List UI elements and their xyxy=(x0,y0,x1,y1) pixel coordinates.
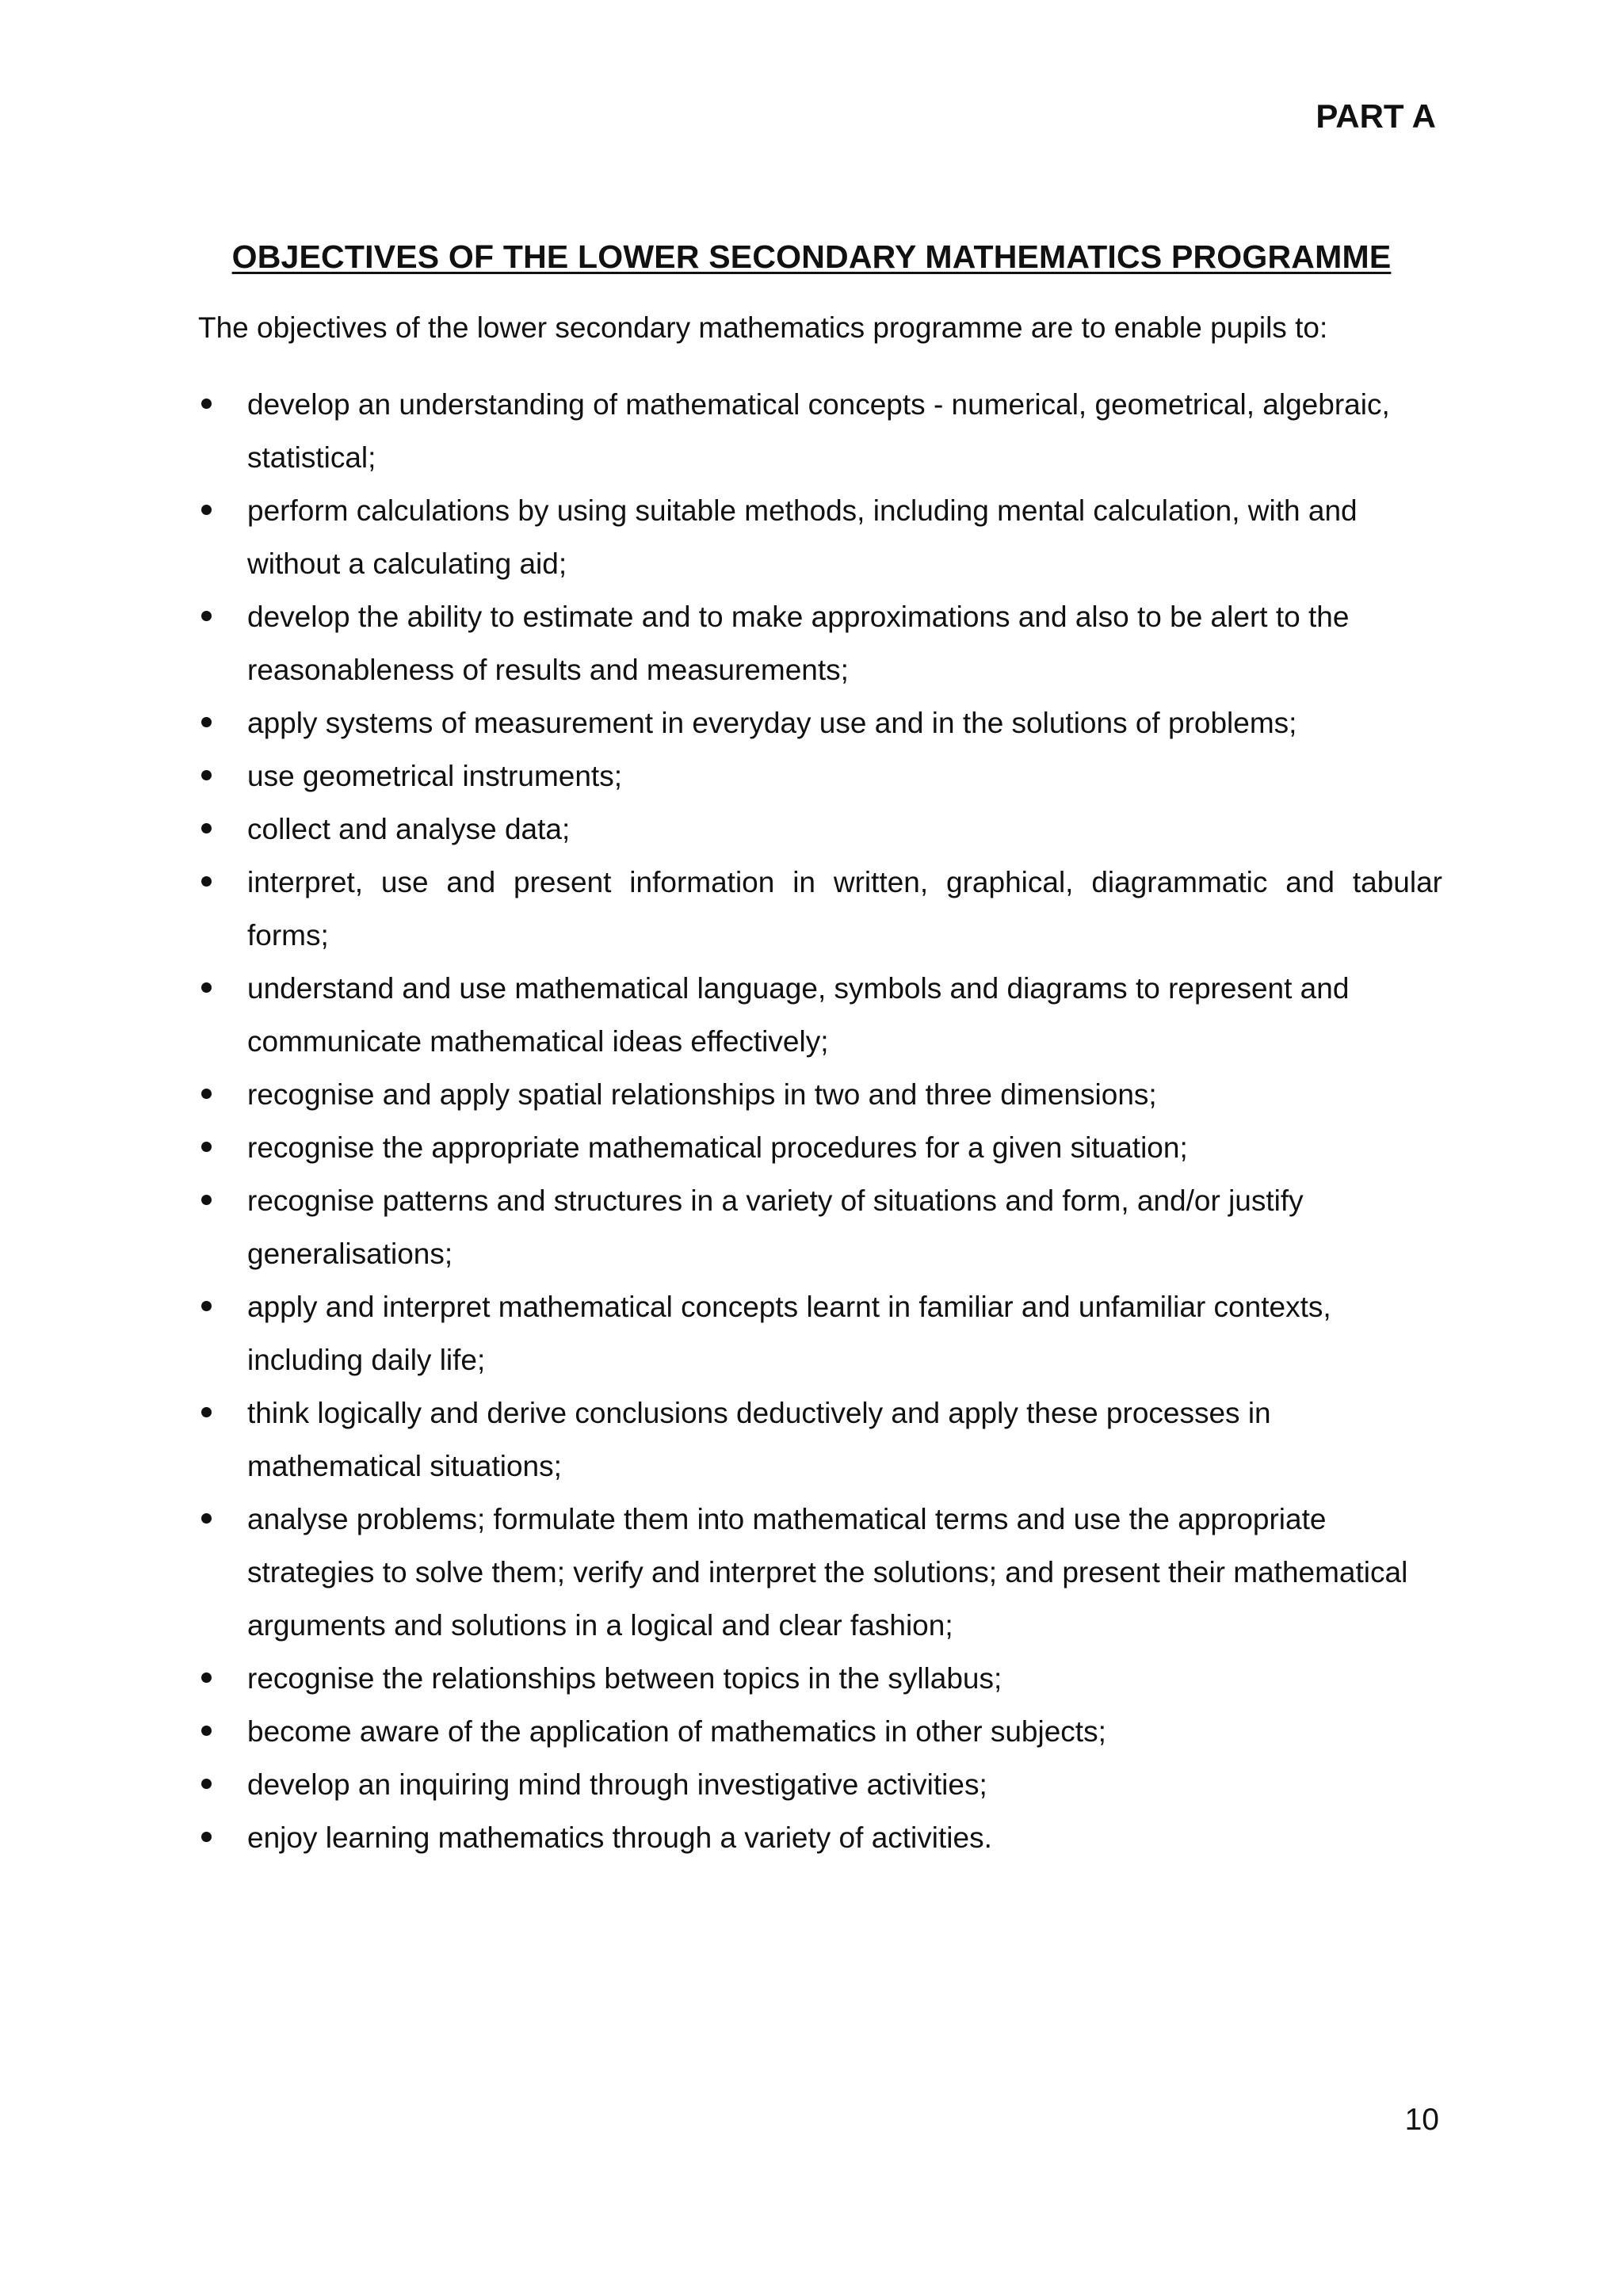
list-item: apply and interpret mathematical concepts learnt in familiar and unfamiliar contexts, including daily life; xyxy=(198,1280,1442,1386)
list-item: recognise patterns and structures in a variety of situations and form, and/or justify generalisations; xyxy=(198,1174,1442,1280)
list-item: perform calculations by using suitable methods, including mental calculation, with and without a calculating aid; xyxy=(198,484,1442,590)
bullet-icon xyxy=(201,611,212,621)
list-item: recognise the appropriate mathematical procedures for a given situation; xyxy=(198,1121,1442,1174)
list-item: think logically and derive conclusions deductively and apply these processes in mathematical situations; xyxy=(198,1386,1442,1493)
list-item: understand and use mathematical language, symbols and diagrams to represent and communicate mathematical ideas effectively; xyxy=(198,962,1442,1068)
list-item: apply systems of measurement in everyday use and in the solutions of problems; xyxy=(198,696,1442,749)
bullet-icon xyxy=(201,823,212,833)
list-item: develop the ability to estimate and to make approximations and also to be alert to the reasonableness of results and measurements; xyxy=(198,590,1442,696)
bullet-icon xyxy=(201,770,212,780)
page-title: OBJECTIVES OF THE LOWER SECONDARY MATHEMATICS PROGRAMME xyxy=(231,238,1392,275)
bullet-icon xyxy=(201,1726,212,1736)
list-item: enjoy learning mathematics through a variety of activities. xyxy=(198,1811,1442,1864)
bullet-icon xyxy=(201,1089,212,1099)
list-item: develop an inquiring mind through investigative activities; xyxy=(198,1758,1442,1811)
objectives-list xyxy=(198,378,1442,1864)
bullet-icon xyxy=(201,1779,212,1789)
bullet-icon xyxy=(201,1513,212,1524)
bullet-icon xyxy=(201,1672,212,1683)
bullet-icon xyxy=(201,1407,212,1417)
bullet-icon xyxy=(201,717,212,727)
part-label: PART A xyxy=(1316,97,1436,135)
intro-paragraph: The objectives of the lower secondary mathematics programme are to enable pupils to: xyxy=(198,311,1328,344)
bullet-icon xyxy=(201,1195,212,1205)
bullet-icon xyxy=(201,505,212,515)
list-item: recognise the relationships between topics in the syllabus; xyxy=(198,1652,1442,1705)
bullet-icon xyxy=(201,1832,212,1842)
list-item: become aware of the application of mathematics in other subjects; xyxy=(198,1705,1442,1758)
bullet-icon xyxy=(201,876,212,887)
list-item: recognise and apply spatial relationships in two and three dimensions; xyxy=(198,1068,1442,1121)
bullet-icon xyxy=(201,1301,212,1311)
bullet-icon xyxy=(201,1142,212,1152)
bullet-icon xyxy=(201,399,212,409)
list-item: develop an understanding of mathematical concepts - numerical, geometrical, algebraic, statistical; xyxy=(198,378,1442,484)
bullet-icon xyxy=(201,982,212,993)
list-item: use geometrical instruments; xyxy=(198,749,1442,803)
page-number: 10 xyxy=(1404,2103,1439,2137)
list-item: collect and analyse data; xyxy=(198,803,1442,856)
list-item: interpret, use and present information in written, graphical, diagrammatic and tabular forms; xyxy=(198,856,1442,962)
list-item: analyse problems; formulate them into mathematical terms and use the appropriate strategies to solve them; verify and interpret the solutions; and present their mathematical arguments and solutions in a logical and clear fashion; xyxy=(198,1493,1442,1652)
